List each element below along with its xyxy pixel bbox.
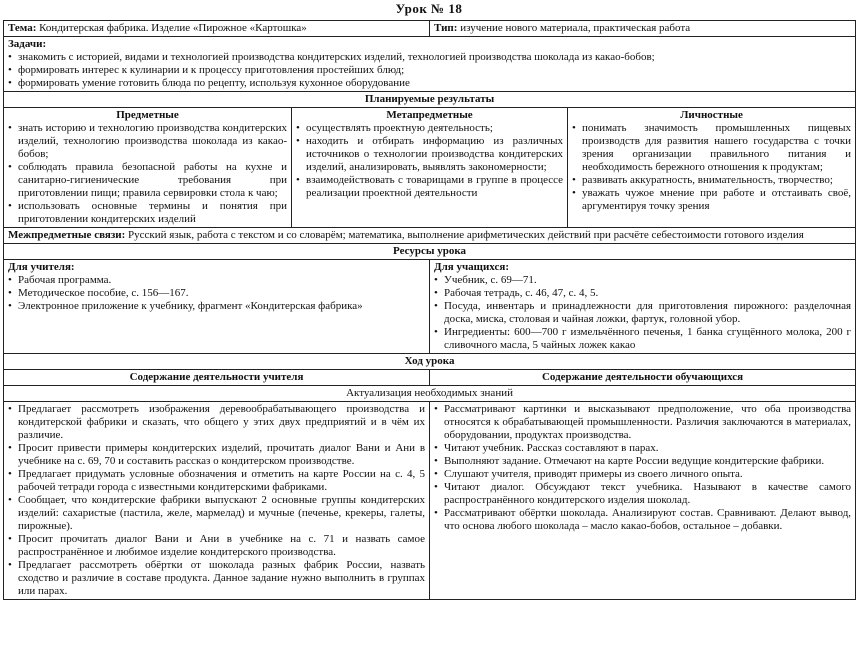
tasks-label: Задачи: xyxy=(8,38,47,50)
results-heading: Планируемые результаты xyxy=(4,92,856,108)
type-label: Тип: xyxy=(434,22,458,34)
stage-heading: Актуализация необходимых знаний xyxy=(4,386,856,402)
list-item: • уважать чужое мнение при работе и отстаивать своё, аргументируя точку зрения xyxy=(572,187,851,213)
teacher-activity-header: Содержание деятельности учителя xyxy=(4,370,430,386)
list-item: • знать историю и технологию производства кондитерских изделий, технологию производства шоколада из какао-бобов; xyxy=(8,122,287,161)
list-item: • Предлагает рассмотреть изображения деревообрабатывающего производства и кондитерской фабрики и сказать, что общего у этих двух предприятий и в чём их различие. xyxy=(8,403,425,442)
list-item: • развивать аккуратность, внимательность, творчество; xyxy=(572,174,851,187)
topic-cell xyxy=(4,21,430,37)
progress-heading: Ход урока xyxy=(4,354,856,370)
meta-results-cell xyxy=(292,108,568,228)
subject-results-cell xyxy=(4,108,292,228)
list-item: • Рабочая тетрадь, с. 46, 47, с. 4, 5. xyxy=(434,287,851,300)
list-item: • Рассматривают картинки и высказывают предположение, что оба производства относятся к обрабатывающей промышленности. Различия заключаются в материалах, оборудовании, продуктах производства. xyxy=(434,403,851,442)
list-item: • находить и отбирать информацию из различных источников о технологии производства кондитерских изделий, анализировать, выявлять закономерности; xyxy=(296,135,563,174)
list-item: • Рабочая программа. xyxy=(8,274,425,287)
list-item: • использовать основные термины и понятия при приготовлении кондитерских изделий xyxy=(8,200,287,226)
list-item: • Рассматривают обёртки шоколада. Анализируют состав. Сравнивают. Делают вывод, что основа любого шоколада – масло какао-бобов, остальное – добавки. xyxy=(434,507,851,533)
topic-value: Кондитерская фабрика. Изделие «Пирожное «Картошка» xyxy=(39,22,307,34)
teacher-resources-label: Для учителя: xyxy=(8,261,75,273)
list-item: • Читают учебник. Рассказ составляют в парах. xyxy=(434,442,851,455)
tasks-cell xyxy=(4,37,856,92)
lesson-title: Урок № 18 xyxy=(395,1,463,16)
teacher-activity-cell xyxy=(4,402,430,600)
tasks-list xyxy=(8,51,851,90)
interdisciplinary-value: Русский язык, работа с текстом и со словарём; математика, выполнение арифметических действий при расчёте себестоимости готового изделия xyxy=(128,229,804,241)
list-item: • Предлагает рассмотреть обёртки от шоколада разных фабрик России, назвать сходство и различие в составе продукта. Данное задание нужно выполнить в группах или парах. xyxy=(8,559,425,598)
list-item: • Слушают учителя, приводят примеры из своего личного опыта. xyxy=(434,468,851,481)
list-item: • Просит привести примеры кондитерских изделий, прочитать диалог Вани и Ани в учебнике на с. 69, 70 и составить рассказ о кондитерском производстве. xyxy=(8,442,425,468)
student-activity-header: Содержание деятельности обучающихся xyxy=(430,370,856,386)
student-activity-cell xyxy=(430,402,856,600)
list-item: • Посуда, инвентарь и принадлежности для приготовления пирожного: разделочная доска, миска, столовая и чайная ложки, фартук, головной убор. xyxy=(434,300,851,326)
list-item: • Электронное приложение к учебнику, фрагмент «Кондитерская фабрика» xyxy=(8,300,425,313)
list-item: • формировать умение готовить блюда по рецепту, используя кухонное оборудование xyxy=(8,77,851,90)
teacher-resources-cell xyxy=(4,260,430,354)
list-item: • соблюдать правила безопасной работы на кухне и санитарно-гигиенические требования при приготовлении пищи; правила сервировки стола к чаю; xyxy=(8,161,287,200)
list-item: • взаимодействовать с товарищами в группе в процессе реализации проектной деятельности xyxy=(296,174,563,200)
topic-label: Тема: xyxy=(8,22,37,34)
list-item: • знакомить с историей, видами и технологией производства кондитерских изделий, технологией производства шоколада из какао-бобов; xyxy=(8,51,851,64)
personal-results-heading: Личностные xyxy=(680,109,743,121)
interdisciplinary-label: Межпредметные связи: xyxy=(8,229,126,241)
interdisciplinary-cell xyxy=(4,228,856,244)
list-item: • Просит прочитать диалог Вани и Ани в учебнике на с. 71 и назвать самое распространённое и любимое изделие кондитерского производства. xyxy=(8,533,425,559)
personal-results-cell xyxy=(568,108,856,228)
list-item: • осуществлять проектную деятельность; xyxy=(296,122,563,135)
list-item: • Учебник, с. 69—71. xyxy=(434,274,851,287)
resources-heading: Ресурсы урока xyxy=(4,244,856,260)
list-item: • Читают диалог. Обсуждают текст учебника. Называют в качестве самого распространённого кондитерского изделия шоколад. xyxy=(434,481,851,507)
subject-results-heading: Предметные xyxy=(116,109,179,121)
type-cell xyxy=(430,21,856,37)
student-resources-label: Для учащихся: xyxy=(434,261,509,273)
type-value: изучение нового материала, практическая работа xyxy=(460,22,691,34)
lesson-plan-table xyxy=(3,20,856,600)
student-resources-cell xyxy=(430,260,856,354)
list-item: • Выполняют задание. Отмечают на карте России ведущие кондитерские фабрики. xyxy=(434,455,851,468)
list-item: • понимать значимость промышленных пищевых производств для развития нашего государства с точки зрения организации правильного питания и необходимость бережного отношения к продуктам; xyxy=(572,122,851,174)
list-item: • Сообщает, что кондитерские фабрики выпускают 2 основные группы кондитерских изделий: сахаристые (пастила, желе, мармелад) и мучные (печенье, крекеры, галеты, пирожные). xyxy=(8,494,425,533)
list-item: • формировать интерес к кулинарии и к процессу приготовления простейших блюд; xyxy=(8,64,851,77)
meta-results-heading: Метапредметные xyxy=(386,109,473,121)
list-item: • Методическое пособие, с. 156—167. xyxy=(8,287,425,300)
list-item: • Предлагает придумать условные обозначения и отметить на карте России на с. 4, 5 рабочей тетради города с известными кондитерскими фабриками. xyxy=(8,468,425,494)
list-item: • Ингредиенты: 600—700 г измельчённого печенья, 1 банка сгущённого молока, 200 г сливочного масла, 5 чайных ложек какао xyxy=(434,326,851,352)
